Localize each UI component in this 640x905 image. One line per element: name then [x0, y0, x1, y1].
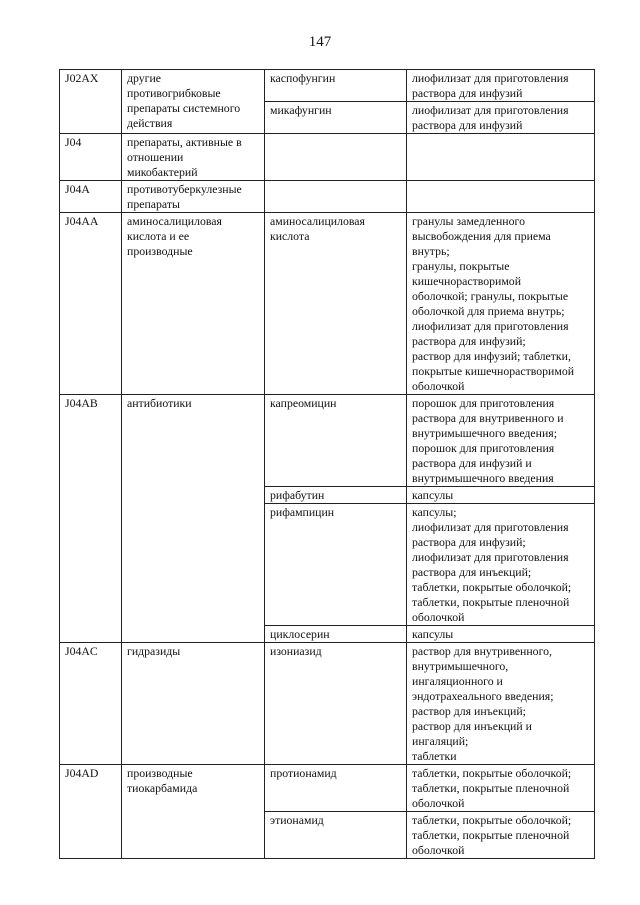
- atc-code-cell: [60, 70, 122, 134]
- group-cell: [122, 643, 265, 765]
- drug-cell: [265, 181, 407, 213]
- drug-name: протионамид: [270, 766, 337, 780]
- group-name: аминосалициловая кислота и ее производные: [127, 214, 222, 258]
- drug-table: [59, 69, 595, 859]
- group-name: противотуберкулезные препараты: [127, 182, 242, 211]
- drug-cell: [265, 70, 407, 102]
- group-name: антибиотики: [127, 396, 192, 410]
- table-row: [60, 395, 595, 487]
- form-cell: [407, 395, 595, 487]
- drug-cell: [265, 812, 407, 859]
- dosage-form: лиофилизат для приготовления раствора для инфузий: [412, 103, 569, 132]
- atc-code-cell: [60, 395, 122, 643]
- drug-name: капреомицин: [270, 396, 337, 410]
- group-cell: [122, 70, 265, 134]
- drug-cell: [265, 626, 407, 643]
- dosage-form: раствор для внутривенного, внутримышечного, ингаляционного и эндотрахеального введения; раствор для инъекций; раствор для инъекций и ингаляций; таблетки: [412, 644, 554, 763]
- form-cell: [407, 643, 595, 765]
- dosage-form: гранулы замедленного высвобождения для приема внутрь; гранулы, покрытые кишечнорастворимой оболочкой; гранулы, покрытые оболочкой для приема внутрь; лиофилизат для приготовления раствора для инфузий; раствор для инфузий; таблетки, покрытые кишечнорастворимой оболочкой: [412, 214, 575, 393]
- group-name: другие противогрибковые препараты системного действия: [127, 71, 241, 130]
- form-cell: [407, 70, 595, 102]
- atc-code: J04AA: [65, 214, 99, 228]
- form-cell: [407, 812, 595, 859]
- dosage-form: таблетки, покрытые оболочкой; таблетки, покрытые пленочной оболочкой: [412, 766, 572, 810]
- form-cell: [407, 181, 595, 213]
- drug-cell: [265, 134, 407, 181]
- drug-name: изониазид: [270, 644, 322, 658]
- drug-cell: [265, 504, 407, 626]
- dosage-form: порошок для приготовления раствора для внутривенного и внутримышечного введения; порошок для приготовления раствора для инфузий и внутримышечного введения: [412, 396, 564, 485]
- group-cell: [122, 765, 265, 859]
- atc-code-cell: [60, 134, 122, 181]
- drug-cell: [265, 395, 407, 487]
- form-cell: [407, 213, 595, 395]
- atc-code-cell: [60, 181, 122, 213]
- group-name: гидразиды: [127, 644, 181, 658]
- atc-code: J04AD: [65, 766, 99, 780]
- table-row: [60, 134, 595, 181]
- drug-cell: [265, 102, 407, 134]
- dosage-form: капсулы: [412, 627, 454, 641]
- drug-name: этионамид: [270, 813, 324, 827]
- dosage-form: капсулы: [412, 488, 454, 502]
- table-row: [60, 643, 595, 765]
- form-cell: [407, 504, 595, 626]
- drug-name: циклосерин: [270, 627, 330, 641]
- table-row: [60, 70, 595, 102]
- form-cell: [407, 626, 595, 643]
- group-cell: [122, 213, 265, 395]
- table-row: [60, 181, 595, 213]
- drug-cell: [265, 487, 407, 504]
- drug-cell: [265, 643, 407, 765]
- drug-name: рифабутин: [270, 488, 325, 502]
- table-row: [60, 213, 595, 395]
- dosage-form: лиофилизат для приготовления раствора для инфузий: [412, 71, 569, 100]
- group-cell: [122, 181, 265, 213]
- form-cell: [407, 102, 595, 134]
- form-cell: [407, 487, 595, 504]
- atc-code: J04AC: [65, 644, 98, 658]
- drug-name: каспофунгин: [270, 71, 336, 85]
- table-row: [60, 765, 595, 812]
- atc-code: J02AX: [65, 71, 99, 85]
- drug-name: микафунгин: [270, 103, 332, 117]
- atc-code-cell: [60, 643, 122, 765]
- drug-cell: [265, 765, 407, 812]
- form-cell: [407, 134, 595, 181]
- drug-cell: [265, 213, 407, 395]
- group-name: препараты, активные в отношении микобактерий: [127, 135, 242, 179]
- atc-code-cell: [60, 213, 122, 395]
- group-cell: [122, 134, 265, 181]
- group-cell: [122, 395, 265, 643]
- atc-code: J04: [65, 135, 82, 149]
- drug-name: рифампицин: [270, 505, 335, 519]
- drug-name: аминосалициловая кислота: [270, 214, 365, 243]
- page-number: 147: [308, 34, 332, 50]
- dosage-form: таблетки, покрытые оболочкой; таблетки, покрытые пленочной оболочкой: [412, 813, 572, 857]
- atc-code-cell: [60, 765, 122, 859]
- form-cell: [407, 765, 595, 812]
- group-name: производные тиокарбамида: [127, 766, 198, 795]
- dosage-form: капсулы; лиофилизат для приготовления раствора для инфузий; лиофилизат для приготовления раствора для инъекций; таблетки, покрытые оболочкой; таблетки, покрытые пленочной оболочкой: [412, 505, 572, 624]
- atc-code: J04A: [65, 182, 90, 196]
- atc-code: J04AB: [65, 396, 98, 410]
